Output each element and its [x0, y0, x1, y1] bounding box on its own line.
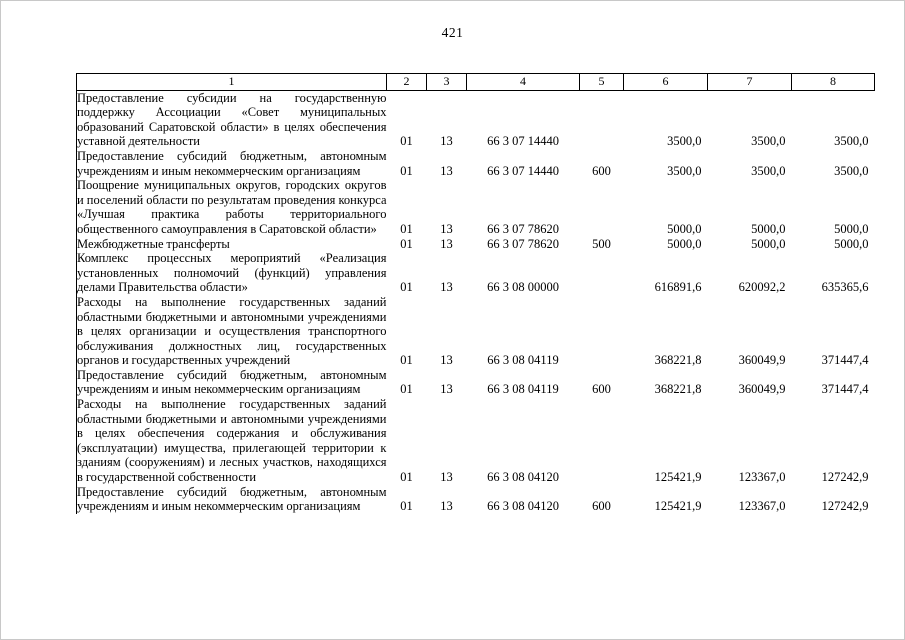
row-value: 125421,9 — [654, 470, 702, 485]
table-row — [77, 178, 875, 236]
row-description: Предоставление субсидии на государственную поддержку Ассоциации «Совет муниципальных образований Саратовской области» в целях обеспечения уставной деятельности — [77, 90, 387, 149]
table-row — [77, 90, 875, 149]
row-value: 600 — [592, 163, 611, 178]
row-value: 01 — [400, 382, 413, 397]
row-value — [580, 178, 624, 236]
row-value: 5000,0 — [751, 221, 786, 236]
row-value: 3500,0 — [751, 134, 786, 149]
row-value: 371447,4 — [821, 353, 869, 368]
row-description: Предоставление субсидий бюджетным, автономным учреждениям и иным некоммерческим организациям — [77, 148, 387, 178]
row-value: 127242,9 — [821, 470, 869, 485]
row-value: 3500,0 — [751, 163, 786, 178]
table-body — [77, 90, 875, 514]
table-row — [77, 485, 875, 514]
row-value: 360049,9 — [738, 382, 786, 397]
column-header-2: 2 — [387, 74, 427, 91]
row-value: 66 3 08 00000 — [487, 280, 559, 295]
header-row — [77, 74, 875, 91]
row-value: 13 — [440, 470, 453, 485]
row-value: 620092,2 — [738, 280, 786, 295]
row-value: 125421,9 — [654, 499, 702, 514]
row-value: 01 — [400, 163, 413, 178]
row-value: 635365,6 — [821, 280, 869, 295]
table-row — [77, 237, 875, 252]
row-description: Поощрение муниципальных округов, городских округов и поселений области по результатам проведения конкурса «Лучшая практика работы территориального общественного самоуправления в Саратовской области» — [77, 178, 387, 236]
column-header-7: 7 — [708, 74, 792, 91]
row-value: 13 — [440, 236, 453, 251]
table-row — [77, 251, 875, 295]
row-value: 500 — [592, 236, 611, 251]
row-value: 66 3 07 14440 — [487, 134, 559, 149]
row-value: 371447,4 — [821, 382, 869, 397]
row-value: 01 — [400, 280, 413, 295]
row-value — [580, 295, 624, 368]
column-header-4: 4 — [467, 74, 580, 91]
row-value: 66 3 07 14440 — [487, 163, 559, 178]
row-value: 3500,0 — [834, 134, 869, 149]
table-row — [77, 368, 875, 397]
row-value: 01 — [400, 134, 413, 149]
row-description: Расходы на выполнение государственных заданий областными бюджетными и автономными учреждениями в целях организации и осуществления транспортного обслуживания должностных лиц, государственных органов и государственных учреждений — [77, 294, 387, 368]
row-value: 123367,0 — [738, 470, 786, 485]
row-value: 123367,0 — [738, 499, 786, 514]
row-value: 5000,0 — [667, 221, 702, 236]
row-value: 13 — [440, 221, 453, 236]
row-value — [580, 90, 624, 149]
table-row — [77, 149, 875, 178]
column-header-1: 1 — [77, 74, 387, 91]
row-value: 66 3 07 78620 — [487, 221, 559, 236]
row-value — [580, 397, 624, 485]
table-row — [77, 397, 875, 485]
row-description: Комплекс процессных мероприятий «Реализация установленных полномочий (функций) управления делами Правительства области» — [77, 251, 387, 295]
row-value: 66 3 08 04120 — [487, 470, 559, 485]
row-value: 5000,0 — [834, 221, 869, 236]
row-value: 13 — [440, 382, 453, 397]
row-value: 127242,9 — [821, 499, 869, 514]
budget-table — [76, 73, 875, 514]
column-header-6: 6 — [624, 74, 708, 91]
row-value: 616891,6 — [654, 280, 702, 295]
row-value: 01 — [400, 353, 413, 368]
row-value: 3500,0 — [834, 163, 869, 178]
row-description: Межбюджетные трансферты — [77, 237, 387, 252]
row-value: 66 3 08 04119 — [487, 353, 559, 368]
row-value: 3500,0 — [667, 163, 702, 178]
row-value: 13 — [440, 163, 453, 178]
row-value: 5000,0 — [751, 236, 786, 251]
row-description: Предоставление субсидий бюджетным, автономным учреждениям и иным некоммерческим организациям — [77, 484, 387, 514]
row-value: 600 — [592, 382, 611, 397]
row-value: 01 — [400, 236, 413, 251]
row-value: 13 — [440, 499, 453, 514]
table-header — [77, 74, 875, 91]
row-value: 360049,9 — [738, 353, 786, 368]
row-value: 368221,8 — [654, 382, 702, 397]
row-value — [580, 251, 624, 295]
row-value: 5000,0 — [834, 236, 869, 251]
row-value: 66 3 08 04120 — [487, 499, 559, 514]
row-value: 5000,0 — [667, 236, 702, 251]
column-header-3: 3 — [427, 74, 467, 91]
row-value: 13 — [440, 353, 453, 368]
column-header-5: 5 — [580, 74, 624, 91]
row-value: 66 3 07 78620 — [487, 236, 559, 251]
row-value: 3500,0 — [667, 134, 702, 149]
row-value: 66 3 08 04119 — [487, 382, 559, 397]
row-value: 368221,8 — [654, 353, 702, 368]
row-description: Расходы на выполнение государственных заданий областными бюджетными и автономными учреждениями в целях обеспечения содержания и обслуживания (эксплуатации) имущества, прилегающей территории к зданиям (сооружениям) и лесных участков, находящихся в государственной собственности — [77, 397, 387, 485]
row-value: 01 — [400, 221, 413, 236]
row-value: 13 — [440, 280, 453, 295]
row-value: 600 — [592, 499, 611, 514]
row-value: 01 — [400, 499, 413, 514]
row-description: Предоставление субсидий бюджетным, автономным учреждениям и иным некоммерческим организациям — [77, 367, 387, 397]
table-row — [77, 295, 875, 368]
row-value: 01 — [400, 470, 413, 485]
row-value: 13 — [440, 134, 453, 149]
page-number: 421 — [441, 25, 464, 40]
column-header-8: 8 — [792, 74, 875, 91]
